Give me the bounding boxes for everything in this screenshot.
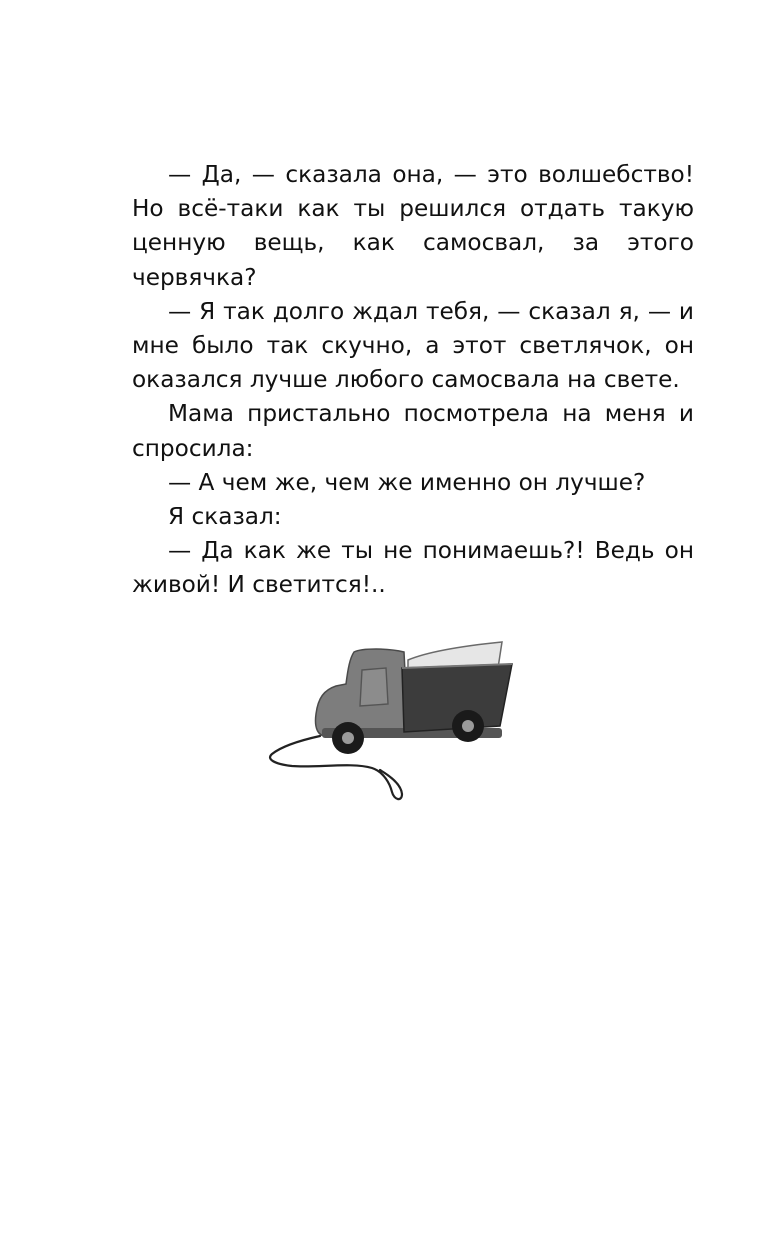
front-wheel (332, 722, 364, 754)
paragraph-5: Я сказал: (168, 503, 282, 531)
rear-wheel (452, 710, 484, 742)
paragraph-4: — А чем же, чем же именно он лучше? (168, 468, 646, 496)
toy-dump-truck-icon (262, 628, 522, 808)
paragraph-3: Мама пристально посмотрела на меня и спросила: (132, 400, 694, 462)
paragraph-6: — Да как же ты не понимаешь?! Ведь он живой! И светится!.. (132, 537, 694, 599)
paragraph-2: — Я так долго ждал тебя, — сказал я, — и мне было так скучно, а этот светлячок, он оказался лучше любого самосвала на свете. (132, 297, 694, 394)
cab-window (360, 668, 388, 706)
story-text (132, 158, 694, 603)
paragraph-1: — Да, — сказала она, — это волшебство! Но всё-таки как ты решился отдать такую ценную вещь, как самосвал, за этого червячка? (132, 161, 694, 291)
